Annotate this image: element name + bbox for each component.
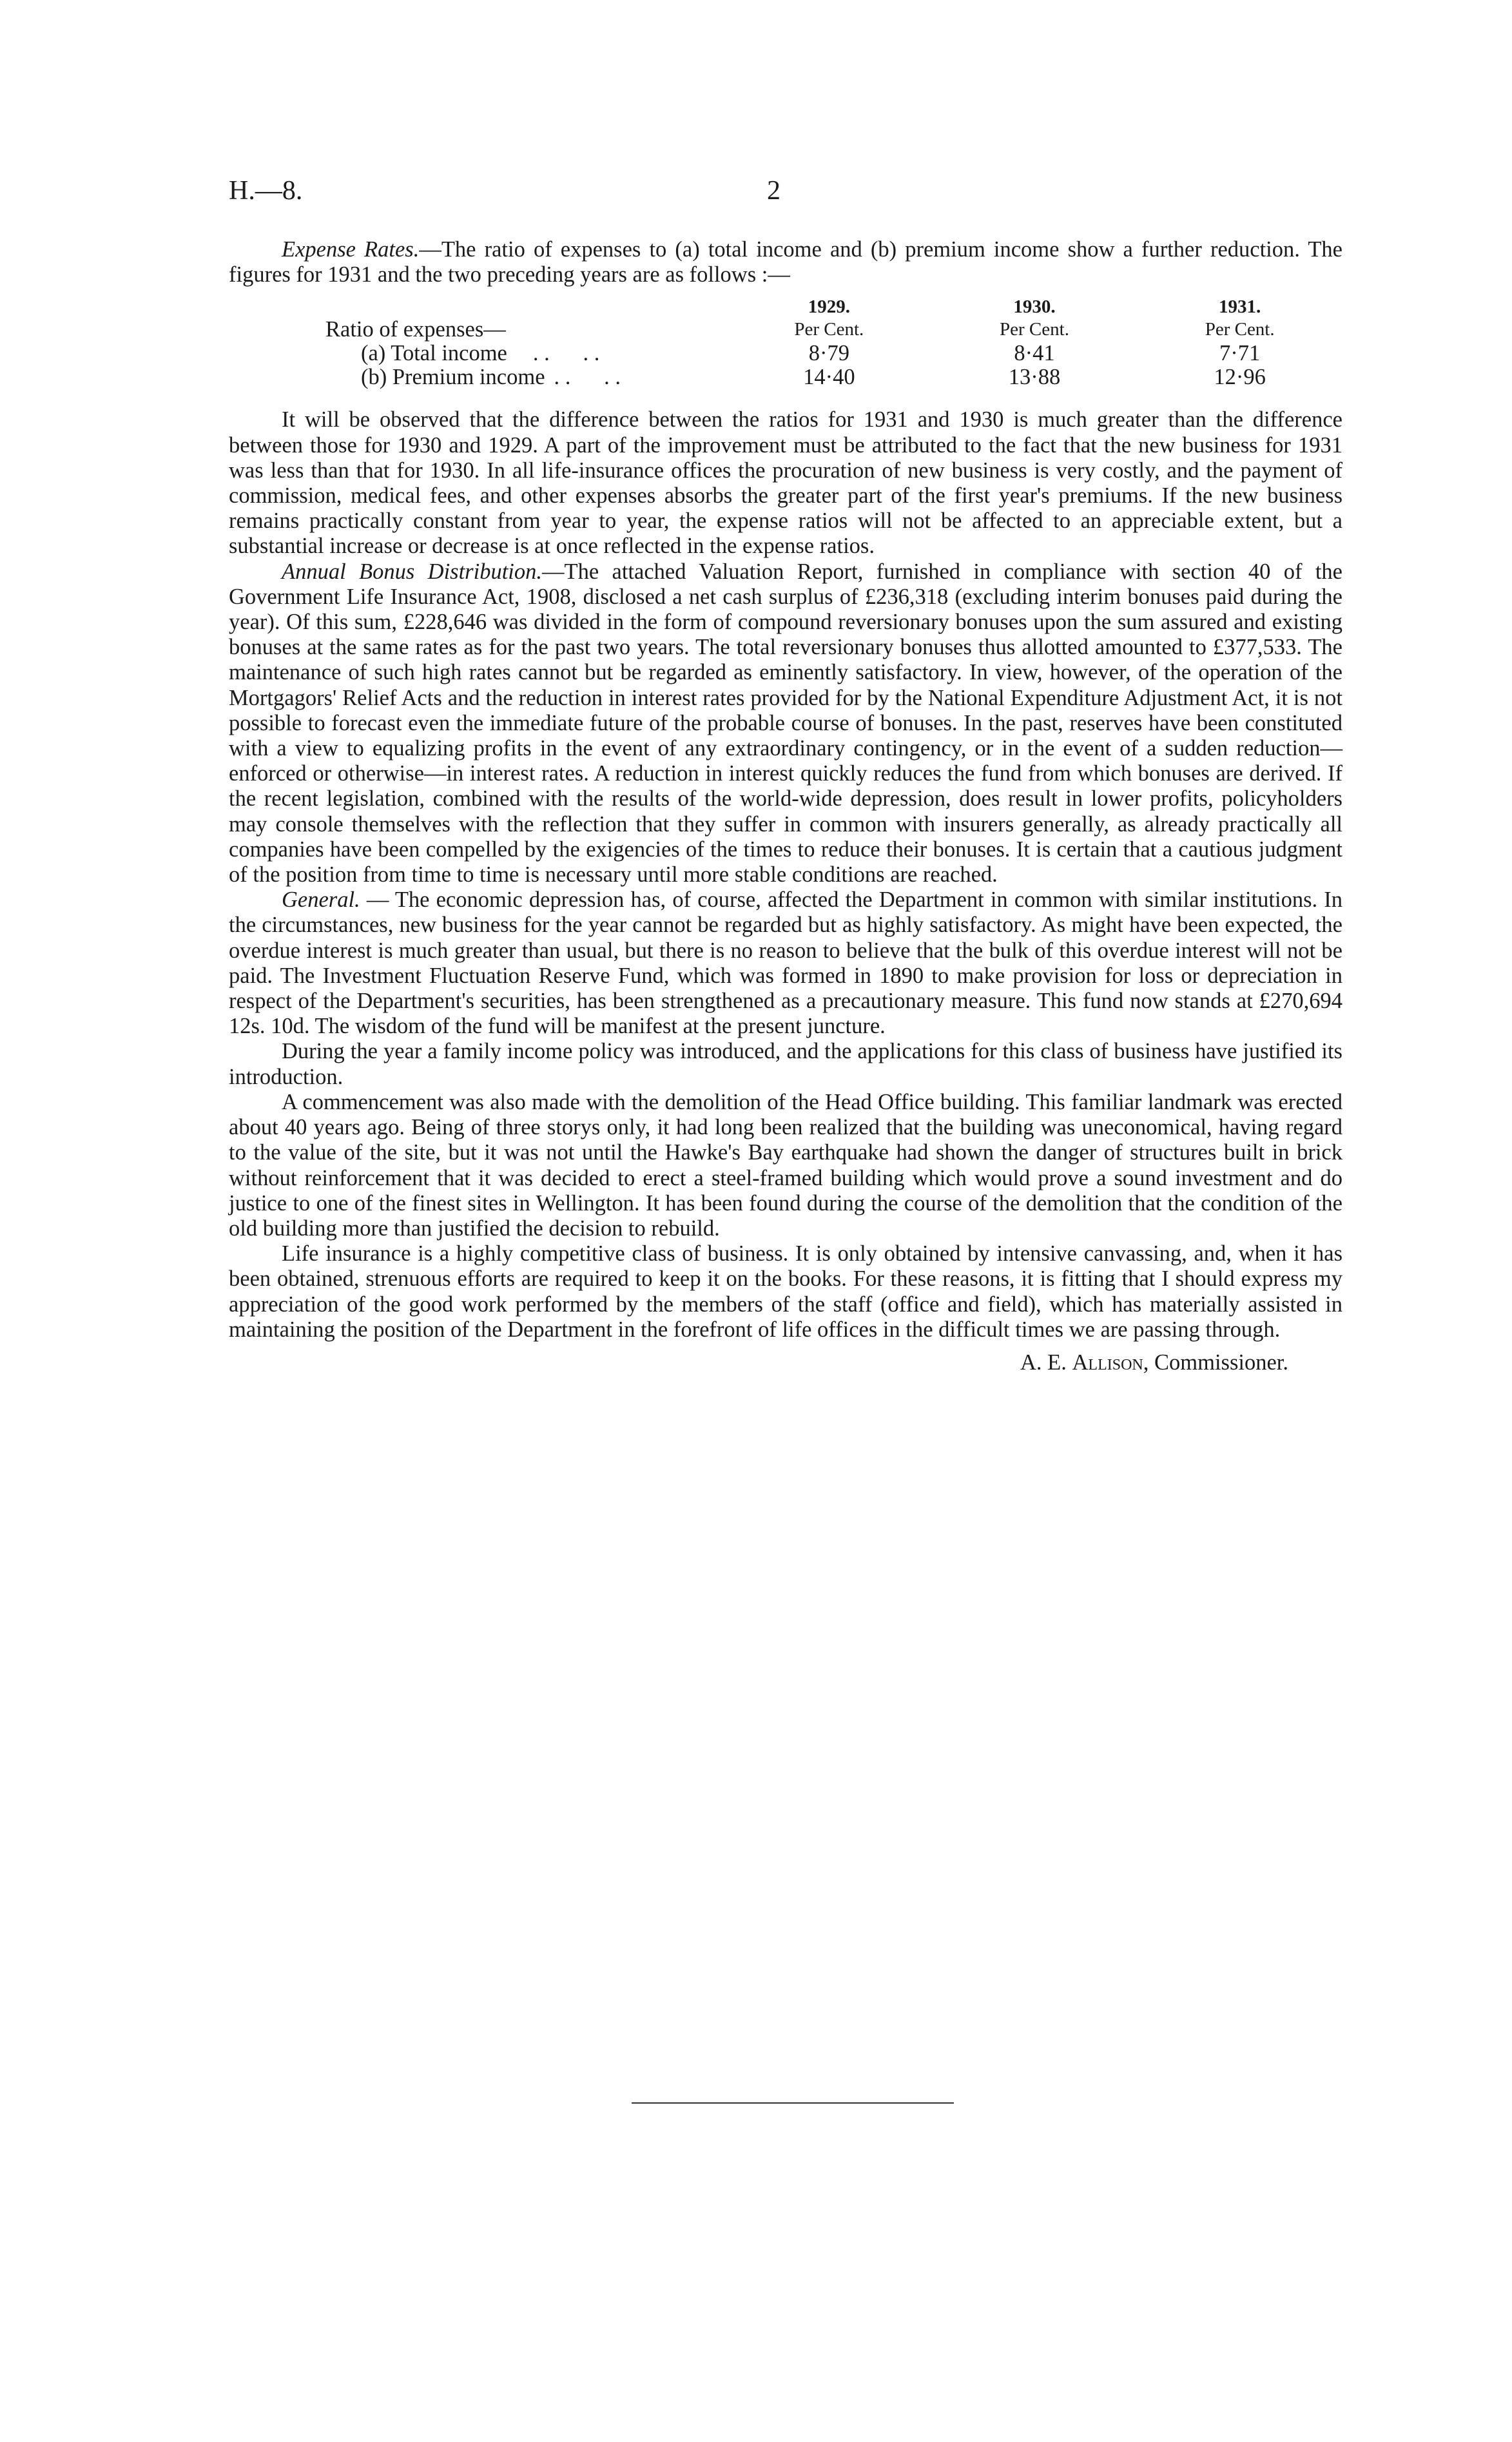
general-heading: General. xyxy=(282,887,360,913)
signature-surname: Allison xyxy=(1072,1350,1143,1375)
unit-header: Per Cent. xyxy=(1205,319,1275,340)
unit-header: Per Cent. xyxy=(794,319,864,340)
page-number: 2 xyxy=(767,176,780,206)
year-header: 1930. xyxy=(1013,296,1056,318)
expense-rates-heading: Expense Rates. xyxy=(282,237,420,262)
bonus-heading: Annual Bonus Distribution. xyxy=(282,559,542,584)
table-cell: 8·79 xyxy=(808,341,849,366)
table-group-label: Ratio of expenses— xyxy=(325,317,506,342)
row-label: (b) Premium income xyxy=(361,365,545,390)
signature-title: , Commissioner. xyxy=(1143,1350,1288,1375)
expense-ratio-table xyxy=(229,296,1342,389)
closing-rule xyxy=(632,2102,954,2104)
bonus-paragraph xyxy=(229,559,1342,888)
general-paragraph xyxy=(229,887,1342,1039)
table-cell: 14·40 xyxy=(803,365,855,390)
signature xyxy=(229,1350,1342,1375)
row-leader: . . . . xyxy=(554,365,621,390)
unit-header: Per Cent. xyxy=(1000,319,1069,340)
table-row xyxy=(229,342,1342,365)
expense-rates-paragraph xyxy=(229,237,1342,287)
ratio-comparison-paragraph: It will be observed that the difference between the ratios for 1931 and 1930 is much greater than the difference between those for 1930 and 1929. A part of the improvement must be attributed to the fact that the new business for 1931 was less than that for 1930. In all life-insurance offices the procuration of new business is very costly, and the payment of commission, medical fees, and other expenses absorbs the greater part of the first year's premiums. If the new business remains practically constant from year to year, the expense ratios will not be affected to an appreciable extent, but a substantial increase or decrease is at once reflected in the expense ratios. xyxy=(229,407,1342,559)
table-cell: 12·96 xyxy=(1214,365,1266,390)
head-office-paragraph: A commencement was also made with the demolition of the Head Office building. This familiar landmark was erected about 40 years ago. Being of three storys only, it had long been realized that the building was uneconomical, having regard to the value of the site, but it was not until the Hawke's Bay earthquake had shown the danger of structures built in brick without reinforcement that it was decided to erect a steel-framed building which would prove a sound investment and do justice to one of the finest sites in Wellington. It has been found during the course of the demolition that the condition of the old building more than justified the decision to rebuild. xyxy=(229,1089,1342,1241)
bonus-text: —The attached Valuation Report, furnished in compliance with section 40 of the Government Life Insurance Act, 1908, disclosed a net cash surplus of £236,318 (excluding interim bonuses paid during the year). Of this sum, £228,646 was divided in the form of compound reversionary bonuses upon the sum assured and existing bonuses at the same rates as for the past two years. The total reversionary bonuses thus allotted amounted to £377,533. The maintenance of such high rates cannot but be regarded as eminently satisfactory. In view, however, of the operation of the Mortgagors' Relief Acts and the reduction in interest rates provided for by the National Expenditure Adjustment Act, it is not possible to forecast even the immediate future of the probable course of bonuses. In the past, reserves have been constituted with a view to equalizing profits in the event of any extraordinary contingency, or in the event of a sudden reduction—enforced or otherwise—in interest rates. A reduction in interest quickly reduces the fund from which bonuses are derived. If the recent legislation, combined with the results of the world-wide depression, does result in lower profits, policyholders may console themselves with the reflection that they suffer in common with insurers generally, as already practically all companies have been compelled by the exigencies of the times to reduce their bonuses. It is certain that a cautious judgment of the position from time to time is necessary until more stable conditions are reached. xyxy=(229,559,1342,887)
expense-rates-text: —The ratio of expenses to (a) total income and (b) premium income show a further reduction. The figures for 1931 and the two preceding years are as follows :— xyxy=(229,237,1342,287)
year-header: 1931. xyxy=(1219,296,1261,318)
year-header: 1929. xyxy=(808,296,850,318)
row-label: (a) Total income xyxy=(361,341,507,366)
row-leader: . . . . xyxy=(532,341,600,366)
signature-initials: A. E. xyxy=(1020,1350,1067,1375)
table-row xyxy=(229,365,1342,389)
document-body xyxy=(229,237,1342,1375)
table-cell: 7·71 xyxy=(1219,341,1261,366)
life-insurance-paragraph: Life insurance is a highly competitive class of business. It is only obtained by intensive canvassing, and, when it has been obtained, strenuous efforts are required to keep it on the books. For these reasons, it is fitting that I should express my appreciation of the good work performed by the members of the staff (office and field), which has materially assisted in maintaining the position of the Department in the forefront of life offices in the difficult times we are passing through. xyxy=(229,1241,1342,1342)
general-text: — The economic depression has, of course, affected the Department in common with similar institutions. In the circumstances, new business for the year cannot be regarded but as highly satisfactory. As might have been expected, the overdue interest is much greater than usual, but there is no reason to believe that the bulk of this overdue interest will not be paid. The Investment Fluctuation Reserve Fund, which was formed in 1890 to make provision for loss or depreciation in respect of the Department's securities, has been strengthened as a precautionary measure. This fund now stands at £270,694 12s. 10d. The wisdom of the fund will be manifest at the present juncture. xyxy=(229,887,1342,1039)
family-income-paragraph: During the year a family income policy was introduced, and the applications for this class of business have justified its introduction. xyxy=(229,1039,1342,1089)
table-cell: 13·88 xyxy=(1008,365,1061,390)
table-cell: 8·41 xyxy=(1014,341,1055,366)
document-reference: H.—8. xyxy=(229,176,303,206)
